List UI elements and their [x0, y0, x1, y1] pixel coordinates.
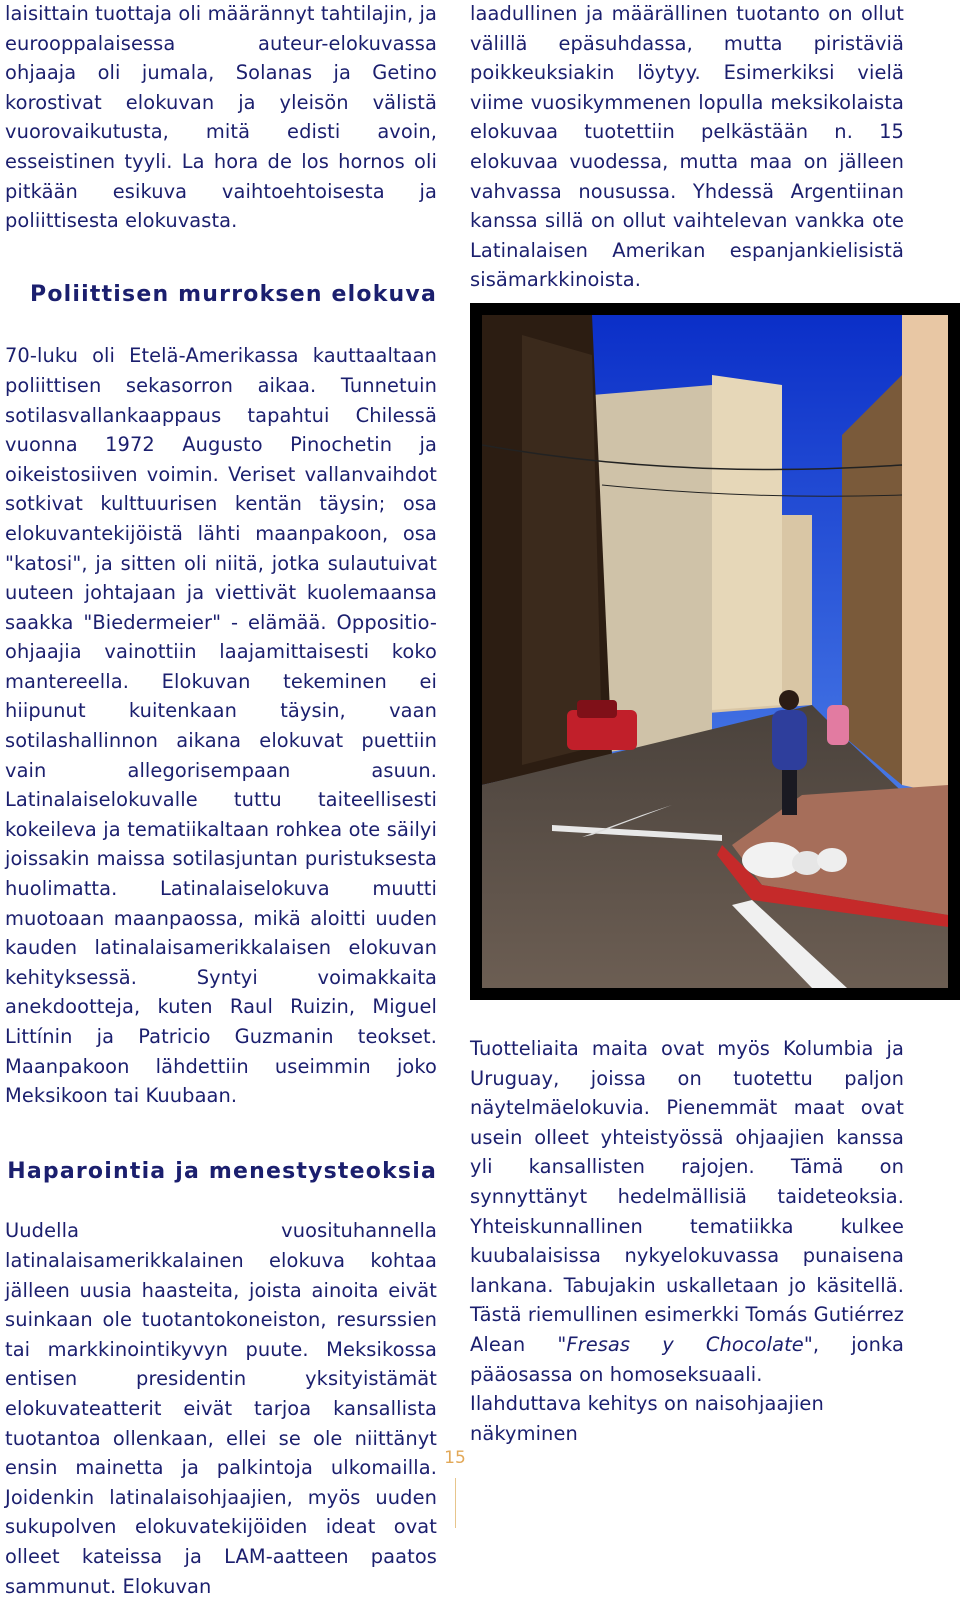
- paragraph-tuotteliaita-end: ", jonka pääosassa on homoseksuaali.: [470, 1332, 905, 1386]
- heading-haparointia: Haparointia ja menestysteoksia: [7, 1158, 437, 1184]
- right-column-bottom: [470, 1034, 904, 1448]
- page-number: 15: [444, 1448, 466, 1468]
- paragraph-uudella-vuosituhannella: Uudella vuosituhannella latinalaisamerikkalainen elokuva kohtaa jälleen uusia haasteita, joista ainoita eivät suinkaan ole tuotantokoneiston, resurssien tai markkinointikyvyn puute. Meksikossa entisen presidentin yksityistämät elokuvateatterit eivät tarjoa kansallista tuotantoa ollenkaan, ellei se ole niittänyt ensin mainetta ja palkintoja ulkomailla. Joidenkin latinalaisohjaajien, myös uuden sukupolven elokuvatekijöiden ideat ovat olleet kateissa ja LAM-aatteen paatos sammunut. Elokuvan: [5, 1219, 437, 1598]
- street-photo-illustration: [482, 315, 948, 988]
- paragraph-laadullinen: laadullinen ja määrällinen tuotanto on ollut välillä epäsuhdassa, mutta piristäviä poikkeuksiakin löytyy. Esimerkiksi vielä viime vuosikymmenen lopulla meksikolaista elokuvaa tuotettiin pelkästään n. 15 elokuvaa vuodessa, mutta maa on jälleen vahvassa nousussa. Yhdessä Argentiinan kanssa sillä on ollut vaihtelevan vankka ote Latinalaisen Amerikan espanjankielisistä sisämarkkinoista.: [470, 2, 904, 292]
- right-column-top: [470, 0, 904, 295]
- street-photo: [470, 303, 960, 1000]
- paragraph-tuotteliaita-text: Tuotteliaita maita ovat myös Kolumbia ja Uruguay, joissa on tuotettu paljon näytelmäelokuvia. Pienemmät maat ovat usein olleet yhteistyössä ohjaajien kanssa yli kansallisten rajojen. Tämä on synnyttänyt hedelmällisiä taideteoksia. Yhteiskunnallinen tematiikka kulkee kuubalaisissa nykyelokuvassa punaisena lankana. Tabujakin uskalletaan jo käsitellä. Tästä riemullinen esimerkki Tomás Gutiérrez Alean ": [470, 1037, 905, 1356]
- left-column: [5, 0, 437, 1601]
- paragraph-tuotteliaita: [470, 1034, 904, 1389]
- page-number-rule: [455, 1478, 456, 1528]
- paragraph-intro-left: laisittain tuottaja oli määrännyt tahtilajin, ja eurooppalaisessa auteur-elokuvassa ohjaaja oli jumala, Solanas ja Getino korostivat elokuvan ja yleisön välistä vuorovaikutusta, mitä edisti avoin, esseistinen tyyli. La hora de los hornos oli pitkään esikuva vaihtoehtoisesta ja poliittisesta elokuvasta.: [5, 2, 437, 233]
- film-title: Fresas y Chocolate: [566, 1332, 804, 1356]
- paragraph-ilahduttava: Ilahduttava kehitys on naisohjaajien näkyminen: [470, 1392, 824, 1445]
- heading-poliittisen-murroksen: Poliittisen murroksen elokuva: [30, 281, 437, 307]
- paragraph-70-luku: 70-luku oli Etelä-Amerikassa kauttaaltaan poliittisen sekasorron aikaa. Tunnetuin sotilasvallankaappaus tapahtui Chilessä vuonna 1972 Augusto Pinochetin ja oikeistosiiven voimin. Veriset vallanvaihdot sotkivat kulttuurisen kentän täysin; osa elokuvantekijöistä lähti maanpakoon, osa "katosi", ja sitten oli niitä, jotka sulautuivat uuteen johtajaan ja viettivät kuolemaansa saakka "Biedermeier" - elämää. Oppositio-ohjaajia vainottiin laajamittaisesti koko mantereella. Elokuvan tekeminen ei hiipunut kuitenkaan täysin, vaan sotilashallinnon aikana elokuvat puettiin vain allegorisempaan asuun. Latinalaiselokuvalle tuttu taiteellisesti kokeileva ja tematiikaltaan rohkea ote säilyi joissakin maissa sotilasjuntan puristuksesta huolimatta. Latinalaiselokuva muutti muotoaan maanpaossa, mikä aloitti uuden kauden latinalaisamerikkalaisen elokuvan kehityksessä. Syntyi voimakkaita anekdootteja, kuten Raul Ruizin, Miguel Littínin ja Patricio Guzmanin teokset. Maanpakoon lähdettiin useimmin joko Meksikoon tai Kuubaan.: [5, 344, 437, 1108]
